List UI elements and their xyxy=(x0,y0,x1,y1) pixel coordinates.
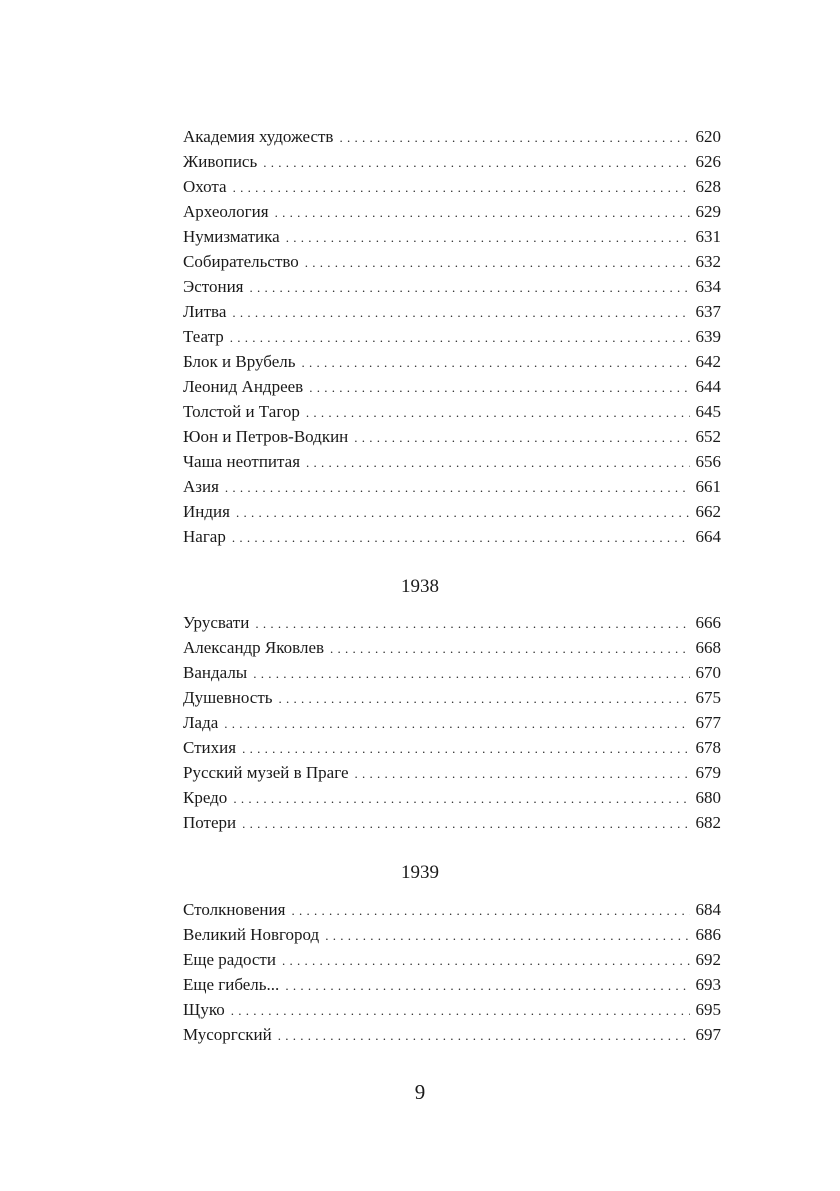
dot-leader xyxy=(285,973,689,998)
toc-entry xyxy=(183,499,721,524)
toc-entry xyxy=(183,474,721,499)
toc-entry xyxy=(183,149,721,174)
toc-entry-page: 656 xyxy=(695,452,721,471)
dot-leader xyxy=(291,898,689,923)
toc-entry-title: Русский музей в Праге xyxy=(183,763,349,782)
toc-entry xyxy=(183,224,721,249)
toc-list-1938 xyxy=(183,610,721,835)
dot-leader xyxy=(263,150,689,175)
toc-entry xyxy=(183,274,721,299)
toc-entry-title: Лада xyxy=(183,713,219,732)
dot-leader xyxy=(242,811,689,836)
toc-entry-page: 682 xyxy=(695,813,721,832)
page-number: 9 xyxy=(414,1080,426,1104)
toc-entry-page: 692 xyxy=(695,950,721,969)
toc-entry xyxy=(183,997,721,1022)
toc-entry xyxy=(183,972,721,997)
toc-entry xyxy=(183,760,721,785)
toc-entry-title: Урусвати xyxy=(183,613,250,632)
toc-entry-page: 642 xyxy=(695,352,721,371)
toc-entry-title: Театр xyxy=(183,327,224,346)
dot-leader xyxy=(339,125,689,150)
dot-leader xyxy=(236,500,690,525)
toc-entry-title: Археология xyxy=(183,202,269,221)
toc-entry-page: 675 xyxy=(695,688,721,707)
toc-entry-page: 693 xyxy=(695,975,721,994)
toc-entry xyxy=(183,785,721,810)
toc-entry-page: 626 xyxy=(695,152,721,171)
toc-entry-page: 697 xyxy=(695,1025,721,1044)
dot-leader xyxy=(306,450,689,475)
toc-list-1939 xyxy=(183,897,721,1047)
dot-leader xyxy=(230,325,690,350)
toc-list-1937 xyxy=(183,124,721,549)
toc-entry-title: Литва xyxy=(183,302,227,321)
toc-entry xyxy=(183,249,721,274)
toc-entry xyxy=(183,524,721,549)
toc-entry xyxy=(183,897,721,922)
toc-entry-title: Блок и Врубель xyxy=(183,352,296,371)
dot-leader xyxy=(253,661,689,686)
toc-entry xyxy=(183,124,721,149)
toc-entry xyxy=(183,810,721,835)
toc-entry xyxy=(183,424,721,449)
section-heading-1938: 1938 xyxy=(401,576,439,597)
toc-entry xyxy=(183,922,721,947)
toc-entry xyxy=(183,710,721,735)
dot-leader xyxy=(278,1023,690,1048)
dot-leader xyxy=(225,475,690,500)
toc-entry xyxy=(183,349,721,374)
toc-entry-page: 628 xyxy=(695,177,721,196)
toc-entry-title: Еще гибель... xyxy=(183,975,280,994)
toc-entry-page: 644 xyxy=(695,377,721,396)
toc-entry-page: 634 xyxy=(695,277,721,296)
toc-entry-title: Охота xyxy=(183,177,227,196)
toc-entry xyxy=(183,735,721,760)
toc-entry xyxy=(183,374,721,399)
toc-entry-title: Азия xyxy=(183,477,219,496)
toc-entry-title: Академия художеств xyxy=(183,127,334,146)
toc-entry-page: 652 xyxy=(695,427,721,446)
toc-entry-page: 637 xyxy=(695,302,721,321)
toc-entry-page: 639 xyxy=(695,327,721,346)
toc-entry-page: 645 xyxy=(695,402,721,421)
toc-entry-title: Еще радости xyxy=(183,950,276,969)
dot-leader xyxy=(325,923,689,948)
toc-entry-title: Собирательство xyxy=(183,252,299,271)
toc-entry-title: Индия xyxy=(183,502,230,521)
dot-leader xyxy=(330,636,689,661)
dot-leader xyxy=(301,350,689,375)
toc-entry-title: Толстой и Тагор xyxy=(183,402,300,421)
toc-entry-title: Вандалы xyxy=(183,663,248,682)
dot-leader xyxy=(232,525,690,550)
toc-entry-title: Леонид Андреев xyxy=(183,377,304,396)
dot-leader xyxy=(275,200,690,225)
toc-entry-title: Эстония xyxy=(183,277,244,296)
section-heading-1939: 1939 xyxy=(401,862,439,883)
dot-leader xyxy=(255,611,689,636)
toc-entry-page: 677 xyxy=(695,713,721,732)
toc-entry-page: 695 xyxy=(695,1000,721,1019)
toc-entry-page: 662 xyxy=(695,502,721,521)
toc-entry-page: 670 xyxy=(695,663,721,682)
dot-leader xyxy=(224,711,689,736)
toc-entry-page: 666 xyxy=(695,613,721,632)
toc-entry-title: Щуко xyxy=(183,1000,225,1019)
toc-entry-page: 678 xyxy=(695,738,721,757)
toc-entry-page: 629 xyxy=(695,202,721,221)
toc-entry-page: 679 xyxy=(695,763,721,782)
toc-entry-page: 620 xyxy=(695,127,721,146)
toc-entry xyxy=(183,399,721,424)
toc-entry-title: Мусоргский xyxy=(183,1025,272,1044)
toc-entry xyxy=(183,174,721,199)
toc-entry xyxy=(183,1022,721,1047)
toc-entry-title: Душевность xyxy=(183,688,273,707)
toc-entry-page: 632 xyxy=(695,252,721,271)
toc-entry-page: 661 xyxy=(695,477,721,496)
dot-leader xyxy=(355,761,690,786)
toc-entry-page: 680 xyxy=(695,788,721,807)
toc-entry-title: Чаша неотпитая xyxy=(183,452,301,471)
dot-leader xyxy=(286,225,690,250)
toc-entry-title: Нумизматика xyxy=(183,227,280,246)
dot-leader xyxy=(233,175,690,200)
dot-leader xyxy=(250,275,690,300)
toc-entry-title: Кредо xyxy=(183,788,228,807)
dot-leader xyxy=(233,786,689,811)
toc-entry-title: Нагар xyxy=(183,527,226,546)
dot-leader xyxy=(231,998,690,1023)
toc-entry xyxy=(183,660,721,685)
dot-leader xyxy=(279,686,690,711)
dot-leader xyxy=(232,300,689,325)
toc-entry xyxy=(183,199,721,224)
toc-entry-page: 664 xyxy=(695,527,721,546)
toc-entry-title: Александр Яковлев xyxy=(183,638,325,657)
toc-entry-page: 684 xyxy=(695,900,721,919)
toc-entry-page: 668 xyxy=(695,638,721,657)
toc-entry xyxy=(183,610,721,635)
toc-entry-title: Потери xyxy=(183,813,237,832)
toc-entry-page: 631 xyxy=(695,227,721,246)
dot-leader xyxy=(282,948,690,973)
toc-entry-title: Великий Новгород xyxy=(183,925,320,944)
toc-entry xyxy=(183,324,721,349)
toc-entry xyxy=(183,685,721,710)
dot-leader xyxy=(354,425,689,450)
toc-entry-title: Живопись xyxy=(183,152,258,171)
toc-entry xyxy=(183,947,721,972)
toc-entry-page: 686 xyxy=(695,925,721,944)
toc-entry xyxy=(183,635,721,660)
dot-leader xyxy=(306,400,690,425)
dot-leader xyxy=(242,736,689,761)
toc-entry xyxy=(183,299,721,324)
dot-leader xyxy=(305,250,690,275)
toc-entry-title: Столкновения xyxy=(183,900,286,919)
toc-entry-title: Юон и Петров-Водкин xyxy=(183,427,349,446)
toc-entry-title: Стихия xyxy=(183,738,237,757)
dot-leader xyxy=(309,375,689,400)
toc-entry xyxy=(183,449,721,474)
